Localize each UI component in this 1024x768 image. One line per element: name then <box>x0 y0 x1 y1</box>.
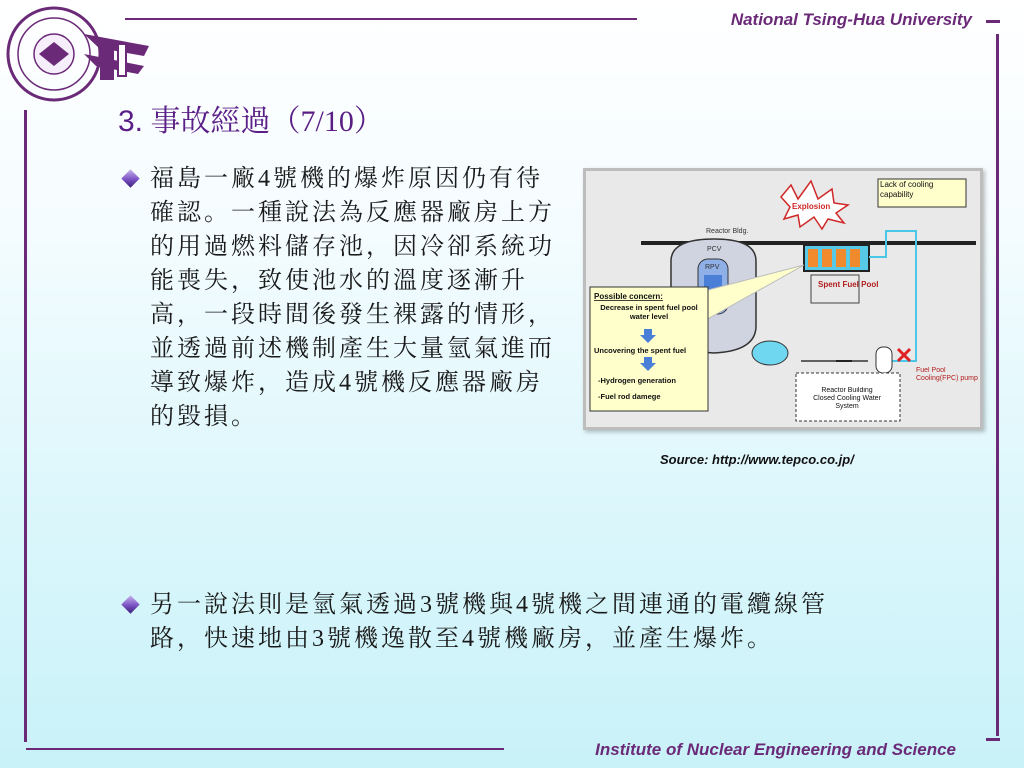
suppression-pool <box>752 341 788 365</box>
reactor-diagram <box>583 168 983 430</box>
reactor-bldg-label: Reactor Bldg. <box>706 228 749 235</box>
diamond-bullet-icon <box>121 169 139 187</box>
footer-department: Institute of Nuclear Engineering and Science <box>595 740 956 759</box>
title-text: 事故經過（7/10） <box>150 105 384 138</box>
title-number: 3. <box>118 105 144 138</box>
possible-concern-label: Possible concern: <box>594 292 663 301</box>
spent-fuel-pool-label: Spent Fuel Pool <box>818 280 879 289</box>
concern-1: Decrease in spent fuel pool water level <box>600 303 698 321</box>
frame-left <box>24 110 27 742</box>
explosion-label: Explosion <box>792 202 831 211</box>
reactor-building-cooling-label: Reactor Building Closed Cooling Water System <box>813 387 881 410</box>
fpc-pump-label: Fuel Pool Cooling(FPC) pump <box>916 367 978 382</box>
concern-4: -Fuel rod damege <box>598 392 661 401</box>
bullet-1-text: 福島一廠4號機的爆炸原因仍有待確認。一種說法為反應器廠房上方的用過燃料儲存池，因冷卻系統功能喪失，致使池水的溫度逐漸升高，一段時間後發生裸露的情形，並透過前述機制產生大量氫氣進而導致爆炸，造成4號機反應器廠房的毀損。 <box>150 166 555 430</box>
bullet-2 <box>120 588 840 656</box>
frame-right <box>996 34 999 736</box>
bullet-2-text: 另一說法則是氫氣透過3號機與4號機之間連通的電纜線管路，快速地由3號機逸散至4號機廠房，並產生爆炸。 <box>150 592 828 652</box>
concern-3: -Hydrogen generation <box>598 376 676 385</box>
footer-rule <box>26 748 504 750</box>
fpc-pump-shape <box>876 347 892 373</box>
frame-bottom-right-curve <box>986 738 1000 741</box>
frame-top-right-curve <box>986 20 1000 23</box>
diamond-bullet-icon <box>121 595 139 613</box>
source-citation: Source: http://www.tepco.co.jp/ <box>660 452 854 467</box>
slide-title <box>118 96 384 140</box>
header-rule <box>125 18 637 20</box>
university-logo <box>4 4 154 104</box>
rpv-label: RPV <box>705 264 720 271</box>
header-institution: National Tsing-Hua University <box>730 10 972 29</box>
pcv-label: PCV <box>707 246 722 253</box>
bullet-1 <box>120 162 565 434</box>
lack-cooling-label: Lack of cooling capability <box>880 180 934 199</box>
concern-2: Uncovering the spent fuel <box>594 346 687 355</box>
